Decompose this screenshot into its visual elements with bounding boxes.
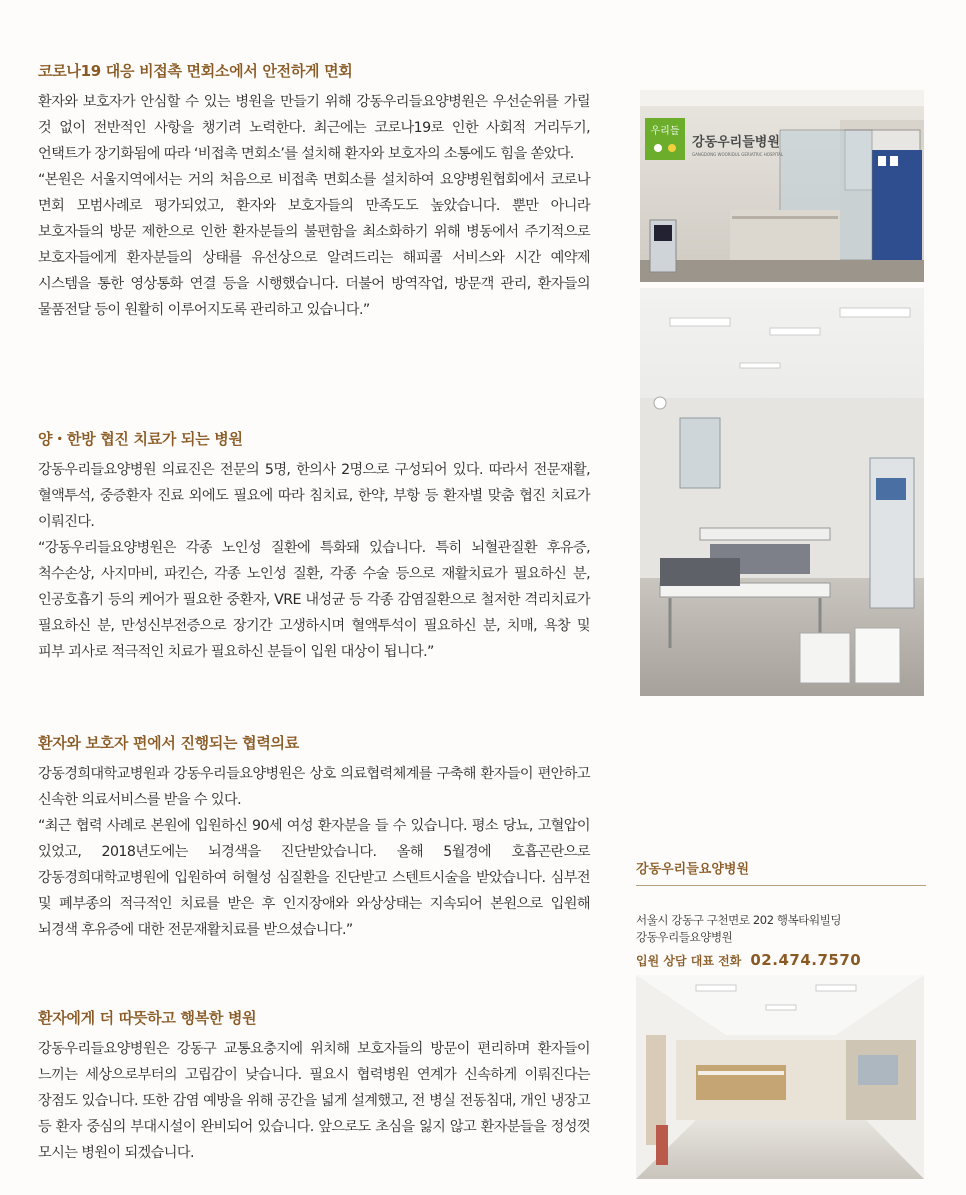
photo-hospital-corridor-illustration bbox=[636, 975, 924, 1179]
paragraph: 강동경희대학교병원과 강동우리들요양병원은 상호 의료협력체계를 구축해 환자들이 편안하고 신속한 의료서비스를 받을 수 있다. bbox=[38, 766, 590, 808]
section-title: 환자에게 더 따뜻하고 행복한 병원 bbox=[38, 1009, 257, 1027]
photo-visitation-room bbox=[640, 90, 924, 282]
photo-sign-sub-text: GANGDONG WOORIDUL GERIATRIC HOSPITAL bbox=[692, 152, 784, 157]
hospital-info-box bbox=[636, 858, 926, 969]
photo-dialysis-ward-illustration bbox=[640, 288, 924, 696]
section-covid-visit bbox=[38, 60, 590, 323]
photo-visitation-room-illustration bbox=[640, 90, 924, 282]
section-integrative-care bbox=[38, 428, 590, 665]
address-block bbox=[636, 912, 926, 946]
address-line-2: 강동우리들요양병원 bbox=[636, 930, 733, 944]
paragraph: 강동우리들요양병원 의료진은 전문의 5명, 한의사 2명으로 구성되어 있다. 따라서 전문재활, 혈액투석, 중증환자 진료 외에도 필요에 따라 침치료, 한약, 부항 등 환자별 맞춤 협진 치료가 이뤄진다. bbox=[38, 462, 590, 530]
section-warm-hospital bbox=[38, 1007, 590, 1166]
quote-paragraph: “최근 협력 사례로 본원에 입원하신 90세 여성 환자분을 들 수 있습니다. 평소 당뇨, 고혈압이 있었고, 2018년도에는 뇌경색을 진단받았습니다. 올해 5월경에 호흡곤란으로 강동경희대학교병원에 입원하여 허혈성 심질환을 진단받고 스텐트시술을 받았습니다. 심부전 및 폐부종의 적극적인 치료를 받은 후 인지장애와 와상상태는 지속되어 본원으로 입원해 뇌경색 후유증에 대한 전문재활치료를 받으셨습니다.” bbox=[38, 818, 590, 938]
photo-logo-text: 우리들 bbox=[650, 126, 680, 137]
phone-label: 입원 상담 대표 전화 bbox=[636, 954, 742, 968]
section-title: 코로나19 대응 비접촉 면회소에서 안전하게 면회 bbox=[38, 62, 353, 80]
quote-paragraph: “강동우리들요양병원은 각종 노인성 질환에 특화돼 있습니다. 특히 뇌혈관질환 후유증, 척수손상, 사지마비, 파킨슨, 각종 노인성 질환, 각종 수술 등으로 재활치료가 필요하신 분, 인공호흡기 등의 케어가 필요한 중환자, VRE 내성균 등 각종 감염질환으로 철저한 격리치료가 필요하신 분, 만성신부전증으로 장기간 고생하시며 혈액투석이 필요하신 분, 치매, 욕창 및 피부 괴사로 적극적인 치료가 필요하신 분들이 입원 대상이 됩니다.” bbox=[38, 540, 590, 660]
hospital-name: 강동우리들요양병원 bbox=[636, 858, 926, 886]
section-cooperative-care bbox=[38, 732, 590, 943]
phone-row bbox=[636, 950, 926, 969]
photo-sign-text: 강동우리들병원 bbox=[692, 135, 780, 150]
paragraph: 환자와 보호자가 안심할 수 있는 병원을 만들기 위해 강동우리들요양병원은 우선순위를 가릴 것 없이 전반적인 사항을 챙기려 노력한다. 최근에는 코로나19로 인한 사회적 거리두기, 언택트가 장기화됨에 따라 ‘비접촉 면회소’를 설치해 환자와 보호자의 소통에도 힘을 쏟았다. bbox=[38, 94, 590, 162]
photo-hospital-corridor bbox=[636, 975, 924, 1179]
quote-paragraph: “본원은 서울지역에서는 거의 처음으로 비접촉 면회소를 설치하여 요양병원협회에서 코로나 면회 모범사례로 평가되었고, 환자와 보호자들의 만족도도 높았습니다. 뿐만 아니라 보호자들의 방문 제한으로 인한 환자분들의 불편함을 최소화하기 위해 병동에서 주기적으로 보호자들에게 환자분들의 상태를 유선상으로 알려드리는 해피콜 서비스와 시간 예약제 시스템을 통한 영상통화 연결 등을 시행했습니다. 더불어 방역작업, 방문객 관리, 환자들의 물품전달 등이 원활히 이루어지도록 관리하고 있습니다.” bbox=[38, 172, 590, 318]
address-line: 서울시 강동구 구천면로 202 행복타워빌딩 bbox=[636, 913, 842, 927]
section-title: 양・한방 협진 치료가 되는 병원 bbox=[38, 430, 243, 448]
paragraph: 강동우리들요양병원은 강동구 교통요충지에 위치해 보호자들의 방문이 편리하며 환자들이 느끼는 세상으로부터의 고립감이 낮습니다. 필요시 협력병원 연계가 신속하게 이뤄진다는 장점도 있습니다. 또한 감염 예방을 위해 공간을 넓게 설계했고, 전 병실 전동침대, 개인 냉장고 등 환자 중심의 부대시설이 완비되어 있습니다. 앞으로도 초심을 잃지 않고 환자분들을 정성껏 모시는 병원이 되겠습니다. bbox=[38, 1041, 590, 1161]
photo-dialysis-ward bbox=[640, 288, 924, 696]
section-title: 환자와 보호자 편에서 진행되는 협력의료 bbox=[38, 734, 299, 752]
phone-number: 02.474.7570 bbox=[750, 951, 862, 969]
